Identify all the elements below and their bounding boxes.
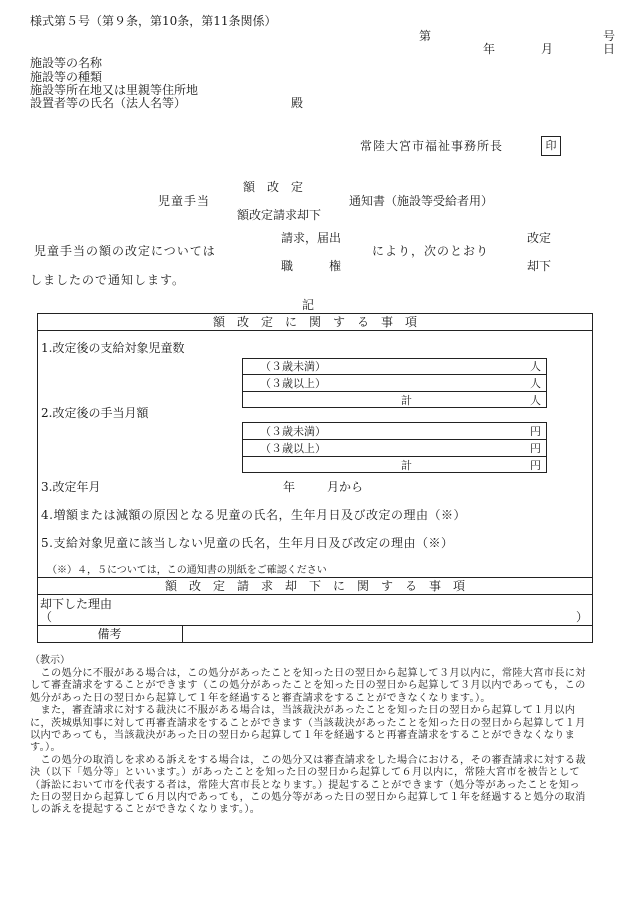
item-5-label: 5.支給対象児童に該当しない児童の氏名，生年月日及び改定の理由（※）: [41, 536, 454, 550]
divider: [37, 594, 593, 595]
instructions-heading: （教示）: [30, 655, 70, 666]
item-2-label: 2.改定後の手当月額: [41, 406, 149, 420]
intro-result-rejection: 却下: [527, 259, 552, 273]
divider: [242, 456, 547, 457]
facility-address-label: 施設等所在地又は里親等住所地: [30, 83, 199, 97]
item-4-label: 4.増額または減額の原因となる児童の氏名，生年月日及び改定の理由（※）: [41, 508, 466, 522]
document-number-suffix: 号: [603, 29, 616, 43]
ki-label: 記: [302, 298, 315, 312]
intro-text-2: により，次のとおり: [372, 244, 490, 258]
title-option-revision: 額 改 定: [243, 180, 304, 194]
amount-total-unit: 円: [530, 459, 541, 472]
child-count-over3-unit: 人: [530, 377, 541, 390]
child-count-total-label: 計: [401, 394, 412, 407]
issuer-name: 常陸大宮市福祉事務所長: [360, 139, 504, 153]
rejection-reason-label: 却下した理由: [40, 597, 113, 611]
document-number-prefix: 第: [419, 29, 432, 43]
instructions-lawsuit-paragraph: この処分の取消しを求める訴えをする場合は，この処分又は審査請求をした場合における，その審査請求に対する裁決（以下「処分等」といいます。）があったことを知った日の翌日から起算して６月以内に，常陸大宮市を被告として（訴訟において市を代表する者は，常陸大宮市長となります。）提起することができます（処分等があったことを知った日の翌日から起算して６月以内であっても，この処分等があった日の翌日から起算して１年を経過すると処分の取消しの訴えを提起することができなくなります。）。: [30, 754, 586, 816]
divider: [37, 625, 593, 626]
intro-text-1: 児童手当の額の改定については: [34, 244, 216, 258]
child-count-under3-unit: 人: [530, 360, 541, 373]
facility-type-label: 施設等の種類: [30, 70, 103, 84]
form-number: 様式第５号（第９条，第10条，第11条関係）: [30, 14, 277, 28]
instructions-appeal-paragraph: この処分に不服がある場合は，この処分があったことを知った日の翌日から起算して３月以内に，常陸大宮市長に対して審査請求をすることができます（この処分があったことを知った日の翌日から起算して３月以内であっても，この処分があった日の翌日から起算して１年を経過すると審査請求をすることができなくなります。）。: [30, 668, 586, 704]
title-option-rejection: 額改定請求却下: [237, 208, 322, 222]
divider: [242, 391, 547, 392]
date-day: 日: [603, 42, 616, 56]
date-year: 年: [483, 42, 496, 56]
facility-name-label: 施設等の名称: [30, 56, 103, 70]
amount-over3-unit: 円: [530, 442, 541, 455]
intro-text-3: しましたので通知します。: [30, 273, 186, 287]
remarks-label: 備考: [97, 627, 122, 641]
honorific: 殿: [291, 96, 304, 110]
divider: [182, 625, 183, 643]
title-suffix: 通知書（施設等受給者用）: [349, 194, 494, 208]
rejection-reason-close-paren: ）: [576, 610, 589, 624]
amount-under3-unit: 円: [530, 425, 541, 438]
amount-total-label: 計: [401, 459, 412, 472]
revision-year-unit: 年: [283, 480, 296, 494]
amount-under3-label: （３歳未満）: [260, 425, 326, 438]
rejection-reason-open-paren: （: [40, 610, 53, 624]
child-count-total-unit: 人: [530, 394, 541, 407]
intro-method-ex-officio: 職 権: [281, 259, 342, 273]
child-count-over3-label: （３歳以上）: [260, 377, 326, 390]
intro-method-request: 請求，届出: [281, 231, 342, 245]
amount-over3-label: （３歳以上）: [260, 442, 326, 455]
divider: [37, 577, 593, 578]
seal-stamp: 印: [541, 136, 561, 156]
date-month: 月: [541, 42, 554, 56]
intro-result-revision: 改定: [527, 231, 552, 245]
title-prefix: 児童手当: [158, 194, 211, 208]
revision-month-unit: 月から: [327, 480, 364, 494]
child-count-under3-label: （３歳未満）: [260, 360, 326, 373]
instructions-reappeal-paragraph: また，審査請求に対する裁決に不服がある場合は，当該裁決があったことを知った日の翌日から起算して１月以内に，茨城県知事に対して再審査請求をすることができます（当該裁決があったことを知った日の翌日から起算して１月以内であっても，当該裁決があった日の翌日から起算して１年を経過すると再審査請求をすることができなくなります。）。: [30, 705, 586, 754]
attachment-note: （※）４，５については，この通知書の別紙をご確認ください: [47, 565, 327, 576]
divider: [242, 374, 547, 375]
instructions-body: [30, 668, 590, 817]
item-1-label: 1.改定後の支給対象児童数: [41, 341, 185, 355]
divider: [242, 439, 547, 440]
section-revision-heading: 額 改 定 に 関 す る 事 項: [212, 315, 417, 329]
divider: [37, 330, 593, 331]
section-rejection-heading: 額 改 定 請 求 却 下 に 関 す る 事 項: [164, 579, 465, 593]
founder-name-label: 設置者等の氏名（法人名等）: [30, 96, 187, 110]
item-3-label: 3.改定年月: [41, 480, 101, 494]
